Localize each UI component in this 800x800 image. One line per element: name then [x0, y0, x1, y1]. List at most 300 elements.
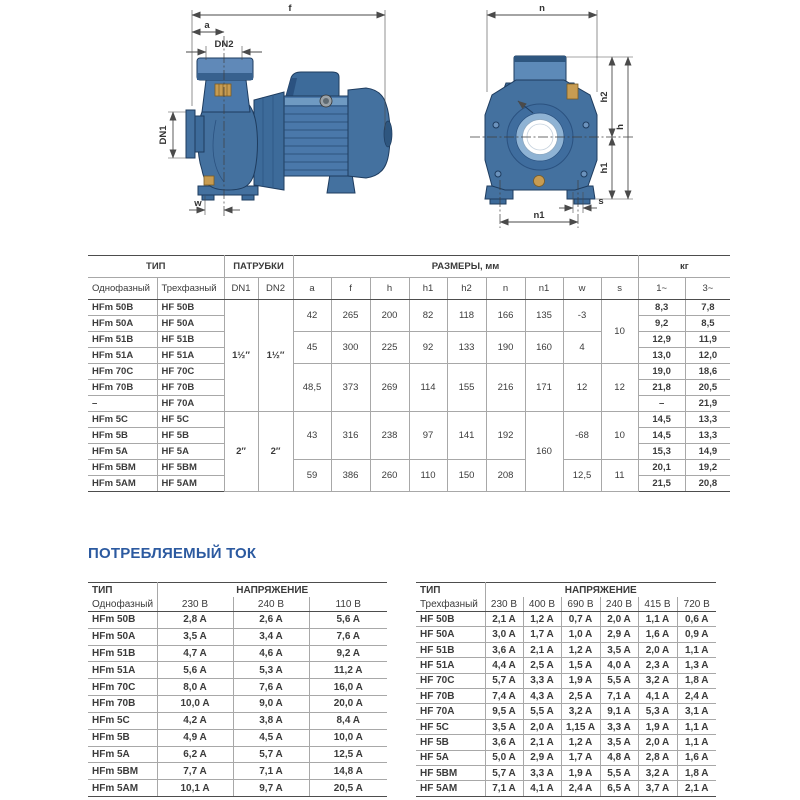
three-phase-current-table	[416, 582, 716, 797]
value-cell: 2″	[258, 412, 293, 492]
table-row	[416, 719, 716, 734]
type-cell: HFm 50B	[88, 612, 157, 629]
value-cell: 0,6 A	[677, 612, 716, 627]
table-row	[88, 746, 387, 763]
value-cell: 3,4 A	[233, 628, 309, 645]
type-cell: HFm 51A	[88, 348, 157, 364]
value-cell: 3,0 A	[485, 627, 523, 642]
value-cell: 1,1 A	[638, 612, 677, 627]
col-single-phase: Однофазный	[88, 597, 157, 612]
col-voltage-240: 240 В	[233, 597, 309, 612]
value-cell: 260	[370, 460, 409, 492]
value-cell: 2,1 A	[523, 642, 561, 657]
type-cell: HF 5C	[416, 719, 485, 734]
value-cell: 3,2 A	[638, 673, 677, 688]
value-cell: 386	[331, 460, 370, 492]
table-row	[88, 679, 387, 696]
table-row	[88, 300, 730, 316]
value-cell: 10	[601, 412, 638, 460]
table-row	[416, 704, 716, 719]
value-cell: 3,3 A	[523, 766, 561, 781]
value-cell: 4,5 A	[233, 729, 309, 746]
value-cell: 4,4 A	[485, 658, 523, 673]
col-h2: h2	[447, 278, 486, 300]
value-cell: 10	[601, 300, 638, 364]
type-cell: HF 5BM	[157, 460, 224, 476]
table-row	[88, 712, 387, 729]
table-row	[416, 642, 716, 657]
value-cell: 4	[563, 332, 601, 364]
value-cell: 48,5	[293, 364, 331, 412]
value-cell: 225	[370, 332, 409, 364]
dim-label-dn2: DN2	[214, 39, 234, 50]
col-voltage-230: 230 В	[157, 597, 233, 612]
value-cell: 171	[525, 364, 563, 412]
table-row	[416, 750, 716, 765]
value-cell: 14,9	[685, 444, 730, 460]
col-voltage-720: 720 В	[677, 597, 716, 612]
value-cell: 2,4 A	[561, 781, 600, 797]
table-row	[416, 658, 716, 673]
value-cell: 4,2 A	[157, 712, 233, 729]
pump-front-view-illustration	[485, 56, 597, 204]
value-cell: 3,8 A	[233, 712, 309, 729]
col-s: s	[601, 278, 638, 300]
value-cell: 21,8	[638, 380, 685, 396]
section-title-consumed-current: ПОТРЕБЛЯЕМЫЙ ТОК	[88, 545, 257, 562]
table-row	[88, 662, 387, 679]
value-cell: 265	[331, 300, 370, 332]
header-weight: кг	[638, 256, 730, 278]
col-weight-3ph: 3~	[685, 278, 730, 300]
value-cell: 1,6 A	[638, 627, 677, 642]
value-cell: 21,5	[638, 476, 685, 492]
value-cell: 19,2	[685, 460, 730, 476]
value-cell: 9,2 A	[309, 645, 387, 662]
value-cell: 59	[293, 460, 331, 492]
header-voltage: НАПРЯЖЕНИЕ	[485, 583, 716, 598]
type-cell: HF 51B	[416, 642, 485, 657]
value-cell: 20,0 A	[309, 696, 387, 713]
value-cell: 1,7 A	[523, 627, 561, 642]
value-cell: 1,9 A	[561, 766, 600, 781]
table-row	[416, 766, 716, 781]
value-cell: 14,8 A	[309, 763, 387, 780]
type-cell: HFm 51A	[88, 662, 157, 679]
value-cell: 8,5	[685, 316, 730, 332]
value-cell: 20,5	[685, 380, 730, 396]
value-cell: 20,8	[685, 476, 730, 492]
type-cell: HF 70C	[416, 673, 485, 688]
value-cell: 5,5 A	[600, 766, 638, 781]
table-row	[416, 627, 716, 642]
value-cell: 2,9 A	[600, 627, 638, 642]
value-cell: 15,3	[638, 444, 685, 460]
value-cell: 1,9 A	[561, 673, 600, 688]
value-cell: 1,2 A	[561, 642, 600, 657]
col-f: f	[331, 278, 370, 300]
type-cell: HFm 50A	[88, 628, 157, 645]
table-row	[416, 735, 716, 750]
value-cell: 1,1 A	[677, 735, 716, 750]
value-cell: 2,4 A	[677, 689, 716, 704]
header-type: ТИП	[416, 583, 485, 598]
value-cell: 2,5 A	[561, 689, 600, 704]
value-cell: 208	[486, 460, 525, 492]
type-cell: HFm 5BM	[88, 460, 157, 476]
type-cell: HFm 70C	[88, 364, 157, 380]
value-cell: 14,5	[638, 428, 685, 444]
header-type: ТИП	[88, 256, 224, 278]
type-cell: HF 50A	[416, 627, 485, 642]
type-cell: HF 70B	[157, 380, 224, 396]
type-cell: HFm 5C	[88, 712, 157, 729]
value-cell: 4,1 A	[638, 689, 677, 704]
value-cell: 192	[486, 412, 525, 460]
table-row	[88, 645, 387, 662]
type-cell: HFm 70C	[88, 679, 157, 696]
value-cell: 16,0 A	[309, 679, 387, 696]
dim-label-a: a	[204, 20, 210, 31]
table-row	[88, 412, 730, 428]
value-cell: 2,9 A	[523, 750, 561, 765]
type-cell: HFm 5A	[88, 444, 157, 460]
type-cell: HF 70B	[416, 689, 485, 704]
value-cell: 7,1 A	[600, 689, 638, 704]
value-cell: 19,0	[638, 364, 685, 380]
value-cell: 2″	[224, 412, 258, 492]
type-cell: HF 51B	[157, 332, 224, 348]
value-cell: 5,5 A	[523, 704, 561, 719]
value-cell: 1,15 A	[561, 719, 600, 734]
value-cell: 7,6 A	[233, 679, 309, 696]
value-cell: 2,8 A	[638, 750, 677, 765]
value-cell: 133	[447, 332, 486, 364]
value-cell: 21,9	[685, 396, 730, 412]
value-cell: 160	[525, 332, 563, 364]
dim-label-s: s	[598, 196, 604, 207]
value-cell: 92	[409, 332, 447, 364]
dim-label-n: n	[539, 3, 545, 14]
type-cell: HF 50B	[416, 612, 485, 627]
value-cell: 3,6 A	[485, 735, 523, 750]
value-cell: 5,3 A	[233, 662, 309, 679]
value-cell: 141	[447, 412, 486, 460]
value-cell: 9,0 A	[233, 696, 309, 713]
col-voltage-110: 110 В	[309, 597, 387, 612]
col-voltage-230: 230 В	[485, 597, 523, 612]
value-cell: 9,5 A	[485, 704, 523, 719]
value-cell: 12	[563, 364, 601, 412]
value-cell: 316	[331, 412, 370, 460]
value-cell: 200	[370, 300, 409, 332]
col-dn1: DN1	[224, 278, 258, 300]
value-cell: 238	[370, 412, 409, 460]
col-weight-1ph: 1~	[638, 278, 685, 300]
value-cell: 1,9 A	[638, 719, 677, 734]
value-cell: 2,0 A	[523, 719, 561, 734]
dim-label-dn1: DN1	[158, 125, 169, 145]
type-cell: HFm 50A	[88, 316, 157, 332]
value-cell: 114	[409, 364, 447, 412]
value-cell: 2,1 A	[677, 781, 716, 797]
value-cell: 2,0 A	[638, 642, 677, 657]
value-cell: 12,9	[638, 332, 685, 348]
value-cell: 42	[293, 300, 331, 332]
type-cell: HFm 70B	[88, 696, 157, 713]
value-cell: 1,1 A	[677, 642, 716, 657]
col-dn2: DN2	[258, 278, 293, 300]
table-row	[416, 673, 716, 688]
value-cell: 20,5 A	[309, 780, 387, 797]
value-cell: 12,0	[685, 348, 730, 364]
value-cell: 3,2 A	[638, 766, 677, 781]
table-row	[416, 781, 716, 797]
type-cell: HF 5B	[416, 735, 485, 750]
dim-label-w: w	[194, 198, 202, 209]
value-cell: 1,2 A	[561, 735, 600, 750]
table-row	[88, 780, 387, 797]
value-cell: 1,8 A	[677, 766, 716, 781]
value-cell: 4,3 A	[523, 689, 561, 704]
col-single-phase: Однофазный	[88, 278, 157, 300]
value-cell: 5,6 A	[157, 662, 233, 679]
value-cell: 9,7 A	[233, 780, 309, 797]
value-cell: 7,4 A	[485, 689, 523, 704]
value-cell: 6,5 A	[600, 781, 638, 797]
header-ports: ПАТРУБКИ	[224, 256, 293, 278]
value-cell: 1½″	[224, 300, 258, 412]
table-row	[88, 612, 387, 629]
value-cell: 2,8 A	[157, 612, 233, 629]
value-cell: 1,8 A	[677, 673, 716, 688]
col-voltage-240: 240 В	[600, 597, 638, 612]
type-cell: HF 5A	[157, 444, 224, 460]
type-cell: HF 70A	[157, 396, 224, 412]
dim-label-h1: h1	[599, 162, 610, 174]
value-cell: 3,5 A	[600, 642, 638, 657]
value-cell: 7,6 A	[309, 628, 387, 645]
value-cell: 3,2 A	[561, 704, 600, 719]
value-cell: 97	[409, 412, 447, 460]
value-cell: 3,5 A	[485, 719, 523, 734]
header-type: ТИП	[88, 583, 157, 598]
value-cell: 5,5 A	[600, 673, 638, 688]
value-cell: 2,0 A	[638, 735, 677, 750]
value-cell: 5,3 A	[638, 704, 677, 719]
type-cell: –	[88, 396, 157, 412]
type-cell: HF 5A	[416, 750, 485, 765]
value-cell: 12,5 A	[309, 746, 387, 763]
value-cell: 5,0 A	[485, 750, 523, 765]
col-a: a	[293, 278, 331, 300]
value-cell: 13,0	[638, 348, 685, 364]
value-cell: 118	[447, 300, 486, 332]
value-cell: 216	[486, 364, 525, 412]
value-cell: 6,2 A	[157, 746, 233, 763]
type-cell: HF 5BM	[416, 766, 485, 781]
col-h: h	[370, 278, 409, 300]
value-cell: 4,8 A	[600, 750, 638, 765]
value-cell: 1,1 A	[677, 719, 716, 734]
table-row	[88, 696, 387, 713]
value-cell: 7,1 A	[233, 763, 309, 780]
type-cell: HF 70A	[416, 704, 485, 719]
value-cell: 3,3 A	[523, 673, 561, 688]
value-cell: 3,6 A	[485, 642, 523, 657]
value-cell: 10,0 A	[309, 729, 387, 746]
value-cell: 135	[525, 300, 563, 332]
value-cell: 155	[447, 364, 486, 412]
value-cell: 5,7 A	[485, 673, 523, 688]
type-cell: HFm 70B	[88, 380, 157, 396]
value-cell: 1½″	[258, 300, 293, 412]
table-row	[88, 729, 387, 746]
type-cell: HFm 50B	[88, 300, 157, 316]
table-row	[88, 460, 730, 476]
pump-drawings	[0, 0, 800, 250]
value-cell: 13,3	[685, 428, 730, 444]
value-cell: -68	[563, 412, 601, 460]
type-cell: HF 70C	[157, 364, 224, 380]
value-cell: -3	[563, 300, 601, 332]
value-cell: 2,1 A	[485, 612, 523, 627]
table-row	[88, 364, 730, 380]
value-cell: 18,6	[685, 364, 730, 380]
value-cell: 12,5	[563, 460, 601, 492]
value-cell: 166	[486, 300, 525, 332]
col-w: w	[563, 278, 601, 300]
type-cell: HFm 5C	[88, 412, 157, 428]
value-cell: 13,3	[685, 412, 730, 428]
type-cell: HFm 5BM	[88, 763, 157, 780]
value-cell: 7,1 A	[485, 781, 523, 797]
table-row	[416, 612, 716, 627]
value-cell: 8,3	[638, 300, 685, 316]
value-cell: 2,0 A	[600, 612, 638, 627]
value-cell: 5,6 A	[309, 612, 387, 629]
value-cell: 5,7 A	[485, 766, 523, 781]
value-cell: 1,3 A	[677, 658, 716, 673]
type-cell: HFm 5B	[88, 729, 157, 746]
value-cell: 20,1	[638, 460, 685, 476]
value-cell: 10,0 A	[157, 696, 233, 713]
col-voltage-690: 690 В	[561, 597, 600, 612]
value-cell: 10,1 A	[157, 780, 233, 797]
single-phase-current-table	[88, 582, 387, 797]
value-cell: 2,5 A	[523, 658, 561, 673]
value-cell: 5,7 A	[233, 746, 309, 763]
type-cell: HF 50B	[157, 300, 224, 316]
value-cell: 8,0 A	[157, 679, 233, 696]
value-cell: 1,5 A	[561, 658, 600, 673]
type-cell: HF 50A	[157, 316, 224, 332]
type-cell: HFm 5AM	[88, 476, 157, 492]
col-n: n	[486, 278, 525, 300]
value-cell: 7,7 A	[157, 763, 233, 780]
value-cell: 300	[331, 332, 370, 364]
value-cell: –	[638, 396, 685, 412]
value-cell: 269	[370, 364, 409, 412]
value-cell: 4,7 A	[157, 645, 233, 662]
type-cell: HFm 51B	[88, 332, 157, 348]
type-cell: HF 5B	[157, 428, 224, 444]
value-cell: 1,2 A	[523, 612, 561, 627]
value-cell: 190	[486, 332, 525, 364]
type-cell: HFm 51B	[88, 645, 157, 662]
value-cell: 110	[409, 460, 447, 492]
col-voltage-400: 400 В	[523, 597, 561, 612]
value-cell: 2,1 A	[523, 735, 561, 750]
value-cell: 12	[601, 364, 638, 412]
value-cell: 0,9 A	[677, 627, 716, 642]
value-cell: 150	[447, 460, 486, 492]
value-cell: 2,3 A	[638, 658, 677, 673]
col-n1: n1	[525, 278, 563, 300]
value-cell: 9,2	[638, 316, 685, 332]
dim-label-n1: n1	[533, 210, 545, 221]
value-cell: 43	[293, 412, 331, 460]
value-cell: 1,7 A	[561, 750, 600, 765]
pump-side-view-illustration	[186, 58, 392, 200]
header-voltage: НАПРЯЖЕНИЕ	[157, 583, 387, 598]
header-sizes: РАЗМЕРЫ, мм	[293, 256, 638, 278]
col-voltage-415: 415 В	[638, 597, 677, 612]
value-cell: 11,2 A	[309, 662, 387, 679]
value-cell: 3,1 A	[677, 704, 716, 719]
type-cell: HFm 5B	[88, 428, 157, 444]
value-cell: 45	[293, 332, 331, 364]
type-cell: HF 51A	[157, 348, 224, 364]
value-cell: 82	[409, 300, 447, 332]
type-cell: HF 5AM	[157, 476, 224, 492]
dim-label-f: f	[288, 3, 292, 14]
dim-label-h: h	[615, 124, 626, 130]
value-cell: 7,8	[685, 300, 730, 316]
value-cell: 4,9 A	[157, 729, 233, 746]
value-cell: 4,1 A	[523, 781, 561, 797]
table-row	[416, 689, 716, 704]
table-row	[88, 763, 387, 780]
value-cell: 14,5	[638, 412, 685, 428]
dimensions-table	[88, 255, 730, 492]
value-cell: 4,0 A	[600, 658, 638, 673]
value-cell: 9,1 A	[600, 704, 638, 719]
dim-label-h2: h2	[599, 91, 610, 103]
type-cell: HFm 5A	[88, 746, 157, 763]
value-cell: 3,5 A	[600, 735, 638, 750]
value-cell: 160	[525, 412, 563, 492]
value-cell: 11	[601, 460, 638, 492]
value-cell: 11,9	[685, 332, 730, 348]
type-cell: HF 5AM	[416, 781, 485, 797]
value-cell: 8,4 A	[309, 712, 387, 729]
col-three-phase: Трехфазный	[157, 278, 224, 300]
value-cell: 2,6 A	[233, 612, 309, 629]
value-cell: 4,6 A	[233, 645, 309, 662]
value-cell: 3,3 A	[600, 719, 638, 734]
type-cell: HF 5C	[157, 412, 224, 428]
value-cell: 3,7 A	[638, 781, 677, 797]
type-cell: HFm 5AM	[88, 780, 157, 797]
value-cell: 1,0 A	[561, 627, 600, 642]
type-cell: HF 51A	[416, 658, 485, 673]
value-cell: 1,6 A	[677, 750, 716, 765]
value-cell: 0,7 A	[561, 612, 600, 627]
value-cell: 3,5 A	[157, 628, 233, 645]
value-cell: 373	[331, 364, 370, 412]
table-row	[88, 628, 387, 645]
